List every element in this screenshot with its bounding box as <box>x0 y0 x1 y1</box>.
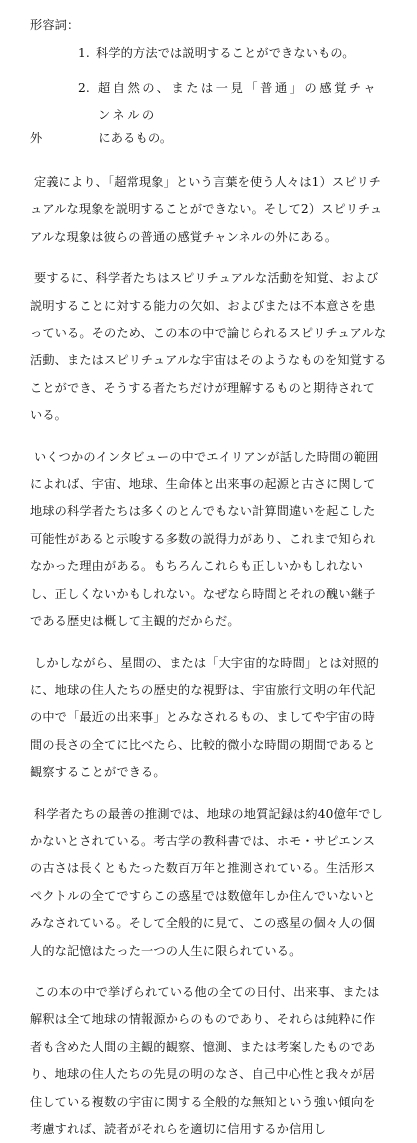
definition-text: 科学的方法では説明することができないもの。 <box>96 46 355 60</box>
definition-number: 1. <box>78 46 90 60</box>
definition-continuation <box>30 127 387 149</box>
body-paragraph: 要するに、科学者たちはスピリチュアルな活動を知覚、および説明することに対する能力の欠如、およびまたは不本意さを患っている。そのため、この本の中で論じられるスピリチュアルな活動、またはスピリチュアルな宇宙はそのようなものを知覚することができ、そうする者たちだけが理解するものと期待されている。 <box>30 271 387 423</box>
body-paragraph: この本の中で挙げられている他の全ての日付、出来事、または解釈は全て地球の情報源からのものであり、それらは純粋に作者も含めた人間の主観的観察、憶測、または考案したものであり、地球の住人たちの先見の明のなさ、自己中心性と我々が居住している複数の宇宙に関する全般的な無知という強い傾向を考慮すれば、読者がそれらを適切に信用するか信用し <box>30 984 380 1136</box>
body-paragraph: しかしながら、星間の、または「大宇宙的な時間」とは対照的に、地球の住人たちの歴史的な視野は、宇宙旅行文明の年代記の中で「最近の出来事」とみなされるもの、ましてや宇宙の時間の長さの全てに比べたら、比較的微小な時間の期間であると観察することができる。 <box>30 655 379 780</box>
part-of-speech-heading: 形容詞： <box>30 18 80 32</box>
definition-item-2 <box>30 75 387 129</box>
body-paragraph: 科学者たちの最善の推測では、地球の地質記録は約40億年でしかないとされている。考古学の教科書では、ホモ・サピエンスの古さは長くともたった数百万年と推測されている。生活形スペクトルの全てですらこの惑星では数億年しか住んでいないとみなされている。そして全般的に見て、この惑星の個々人の個人的な記憶はたった一つの人生に限られている。 <box>30 806 383 958</box>
body-paragraph: 定義により、「超常現象」という言葉を使う人々は1）スピリチュアルな現象を説明することができない。そして2）スピリチュアルな現象は彼らの普通の感覚チャンネルの外にある。 <box>30 175 383 244</box>
definition-item-1 <box>30 40 387 67</box>
definition-continuation-text: にあるもの。 <box>98 131 173 145</box>
body-paragraph: いくつかのインタビューの中でエイリアンが話した時間の範囲によれば、宇宙、地球、生命体と出来事の起源と古さに関して地球の科学者たちは多くのとんでもない計算間違いを起こした可能性があると示唆する多数の説得力があり、これまで知られなかった理由がある。もちろんこれらも正しいかもしれないし、正しくないかもしれない。なぜなら時間とそれの醜い継子である歴史は概して主観的だからだ。 <box>30 449 379 629</box>
definition-continuation-prefix: 外 <box>30 131 43 145</box>
definition-number: 2. <box>78 81 90 95</box>
definition-text: 超自然の、または一見「普通」の感覚チャンネルの <box>98 81 379 122</box>
